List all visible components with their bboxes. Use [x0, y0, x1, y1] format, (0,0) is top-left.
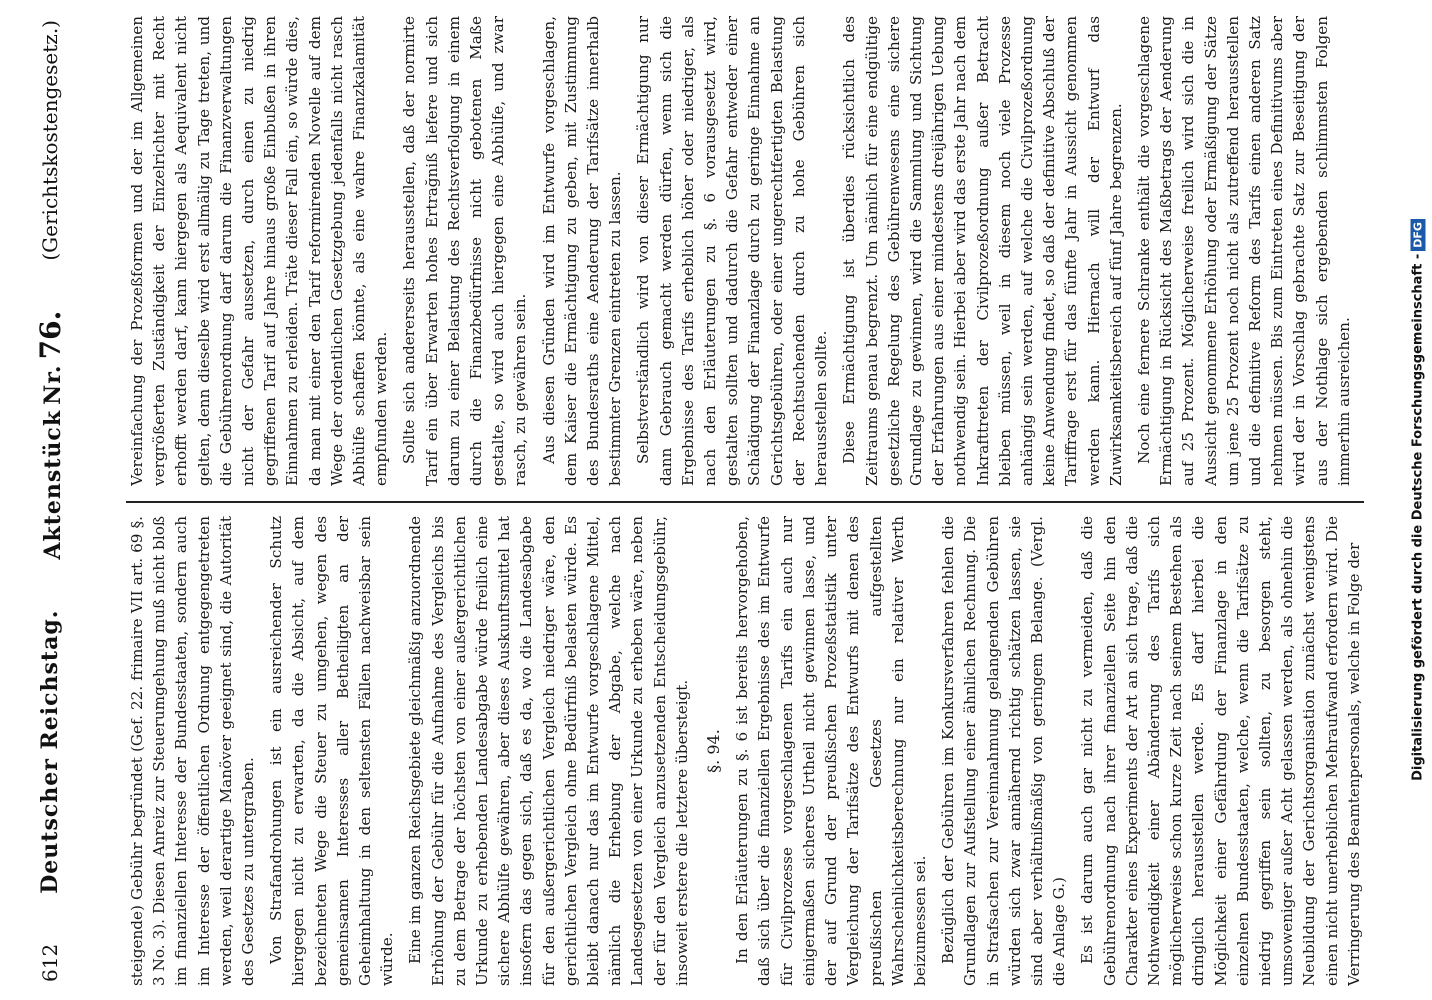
- right-paragraph-6: Noch eine fernere Schranke enthält die vorgeschlagene Ermächtigung in Rücksicht des Maßbetrags der Aenderung auf 25 Prozent. Möglicherweise freilich wird sich die in Aussicht genommene Erhöhung oder Ermäßigung der Sätze um jene 25 Prozent noch nicht als zutreffend herausstellen und die definitive Reform des Tarifs einen anderen Satz nehmen müssen. Bis zum Eintreten eines Definitivums aber wird der in Vorschlag gebrachte Satz zur Beseitigung der aus der Nothlage sich ergebenden schlimmsten Folgen immerhin ausreichen.: [1134, 16, 1353, 486]
- column-divider: [126, 501, 1364, 503]
- left-paragraph-2: Von Strafandrohungen ist ein ausreichender Schutz hiergegen nicht zu erwarten, da die Absicht, auf dem bezeichneten Wege die Steuer zu umgehen, wegen des gemeinsamen Interesses aller Betheiligten an der Geheimhaltung in den seltensten Fällen nachweisbar sein würde.: [267, 516, 397, 986]
- document-topic: (Gerichtskostengesetz.): [38, 20, 62, 261]
- digitization-credit: [1404, 0, 1432, 1000]
- section-heading: §. 94.: [704, 729, 724, 773]
- right-paragraph-1: Vereinfachung der Prozeßformen und der im Allgemeinen vergrößerten Zuständigkeit der Einzelrichter mit Recht erhofft werden darf, kann hiergegen als Aequivalent nicht gelten, denn dieselbe wird erst allmälig zu Tage treten, und die Gebührenordnung darf darum die Finanzverwaltungen nicht der Gefahr aussetzen, durch einen zu niedrig gegriffenen Tarif auf Jahre hinaus große Einbußen in ihren Einnahmen zu erleiden. Träte dieser Fall ein, so würde dies, da man mit einer den Tarif reformirenden Novelle auf dem Wege der ordentlichen Gesetzgebung jedenfalls nicht rasch Abhülfe schaffen könnte, als eine wahre Finanzkalamität empfunden werden.: [128, 16, 391, 486]
- right-paragraph-2: Sollte sich andererseits herausstellen, daß der normirte Tarif ein über Erwarten hohes Ertrağniß liefere und sich darum zu einer Belastung des Rechtsverfolgung in einem durch die Finanzbedürfnisse nicht gebotenen Maße gestalte, so wird auch hiergegen eine Abhülfe, und zwar rasch, zu gewähren sein.: [400, 16, 530, 486]
- document-type: Aktenstück: [39, 409, 66, 560]
- page-header: [28, 0, 72, 1000]
- page-number: 612: [38, 943, 62, 982]
- credit-text-wrapper: [1411, 0, 1426, 1000]
- right-column: [126, 16, 1394, 486]
- page-content: [74, 0, 1404, 1000]
- left-paragraph-1: steigende) Gebühr begründet (Gef. 22. frimaire VII art. 69 §. 3 No. 3). Diesen Anreiz zur Steuerumgehung muß nicht bloß im finanziellen Interesse der Bundesstaaten, sondern auch im Interesse der öffentlichen Ordnung entgegengetreten werden, weil derartige Manöver geeignet sind, die Autorität des Gesetzes zu untergraben.: [128, 516, 258, 986]
- left-paragraph-3: Eine im ganzen Reichsgebiete gleichmäßig anzuordnende Erhöhung der Gebühr für die Aufnahme des Vergleichs bis zu dem Betrage der höchsten von einer außergerichtlichen Urkunde zu erhebenden Landesabgabe würde freilich eine sichere Abhülfe gewähren, aber dieses Auskunftsmittel hat insofern das gegen sich, daß es da, wo die Landesabgabe für den außergerichtlichen Vergleich niedriger wäre, den gerichtlichen Vergleich ohne Bedürfniß belasten würde. Es bleibt danach nur das im Entwurfe vorgeschlagene Mittel, nämlich die Erhebung der Abgabe, welche nach Landesgesetzen von einer Urkunde zu erheben wäre, neben der für den Vergleich anzusetzenden Entscheidungsgebühr, insoweit erstere die letztere übersteigt.: [406, 516, 691, 986]
- left-paragraph-4: In den Erläuterungen zu §. 6 ist bereits hervorgehoben, daß sich über die finanziellen Ergebnisse des im Entwurfe für Civilprozesse vorgeschlagenen Tarifs ein auch nur einigermaßen sicheres Urtheil nicht gewinnen lasse, und der auf Grund der preußischen Prozeßstatistik unter Vergleichung der Tarifsätze des Entwurfs mit denen des preußischen Gesetzes aufgestellten Wahrscheinlichkeitsberechnung nur ein relativer Werth beizumessen sei.: [733, 516, 929, 986]
- journal-title: Deutscher Reichstag.: [37, 609, 63, 894]
- right-paragraph-5: Diese Ermächtigung ist überdies rücksichtlich des Zeitraums genau begrenzt. Um nämlich für eine endgültige gesetzliche Regelung des Gebührenwesens eine sichere Grundlage zu gewinnen, wird die Sammlung und Sichtung der Erfahrungen aus einer mindestens dreijährigen Uebung nothwendig sein. Hierbei aber wird das erste Jahr nach dem Inkrafttreten der Civilprozeßordnung außer Betracht bleiben müssen, weil in diesem noch viele Prozesse anhängig sein werden, auf welche die Civilprozeßordnung keine Anwendung findet, so daß der definitive Abschluß der Tariffrage erst für das fünfte Jahr in Aussicht genommen werden kann. Hiernach will der Entwurf das Zuwirksamkeitsbereich auf fünf Jahre begrenzen.: [840, 16, 1125, 486]
- credit-text: Digitalisierung gefördert durch die Deutsche Forschungsgemeinschaft -: [1410, 253, 1426, 781]
- right-paragraph-4: Selbstverständlich wird von dieser Ermächtigung nur dann Gebrauch gemacht werden dürfen, wenn sich die Ergebnisse des Tarifs erheblich höher oder niedriger, als nach den Erläuterungen zu §. 6 vorausgesetzt wird, gestalten sollten und dadurch die Gefahr entweder einer Schädigung der Finanzlage durch zu geringe Einnahme an Gerichtsgebühren, oder einer ungerechtfertigten Belastung der Rechtsuchenden durch zu hohe Gebühren sich herausstellen sollte.: [634, 16, 831, 486]
- dfg-logo: DFG: [1411, 219, 1426, 251]
- number-label: Nr.: [39, 364, 66, 405]
- left-paragraph-6: Es ist darum auch gar nicht zu vermeiden, daß die Gebührenordnung nach ihrer finanziellen Seite hin den Charakter eines Experiments der Art an sich trage, daß die Nothwendigkeit einer Abänderung des Tarifs sich möglicherweise schon kurze Zeit nach seinem Bestehen als dringlich herausstellen werde. Es darf hierbei die Möglichkeit einer Gefährdung der Finanzlage in den einzelnen Bundesstaaten, welche, wenn die Tarifsätze zu niedrig gegriffen sein sollten, zu besorgen steht, umsoweniger außer Acht gelassen werden, als ohnehin die Neubildung der Gerichtsorganisation zunächst wenigstens einen nicht unerheblichen Mehraufwand erfordern wird. Die Verringerung des Beamtenpersonals, welche in Folge der: [1078, 516, 1363, 986]
- right-paragraph-3: Aus diesen Gründen wird im Entwurfe vorgeschlagen, dem Kaiser die Ermächtigung zu geben, mit Zustimmung des Bundesraths eine Aenderung der Tarifsätze innerhalb bestimmter Grenzen eintreten zu lassen.: [539, 16, 625, 486]
- left-paragraph-5: Bezüglich der Gebühren im Konkursverfahren fehlen die Grundlagen zur Aufstellung einer ähnlichen Rechnung. Die in Strafsachen zur Vereinnahmung gelangenden Gebühren würden sich zwar annähernd richtig schätzen lassen, sie sind aber verhältnißmäßig von geringem Belange. (Vergl. die Anlage G.): [939, 516, 1069, 986]
- left-column: [126, 516, 1394, 986]
- document-number: 76.: [33, 310, 67, 360]
